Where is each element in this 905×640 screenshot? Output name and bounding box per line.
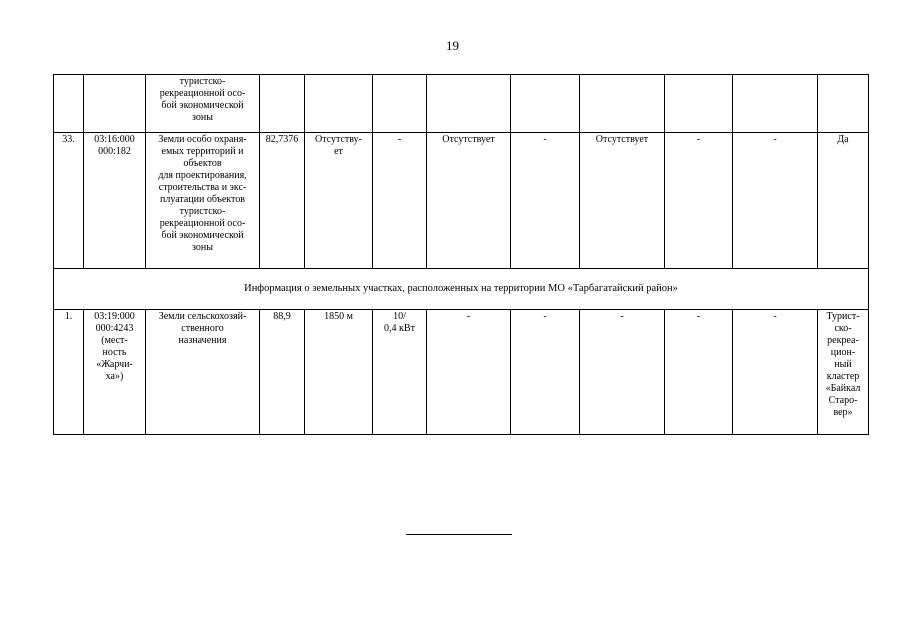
cell-sewer: - bbox=[580, 310, 665, 435]
cell-water: - bbox=[511, 133, 580, 269]
cell-heat: - bbox=[665, 133, 733, 269]
cell-area: 82,7376 bbox=[260, 133, 305, 269]
table-row-33 bbox=[54, 133, 869, 269]
table-section-header-row bbox=[54, 269, 869, 310]
cell-sewer: Отсутствует bbox=[580, 133, 665, 269]
cell-power bbox=[373, 75, 427, 133]
cell-other bbox=[733, 75, 818, 133]
cell-water: - bbox=[511, 310, 580, 435]
cell-cadastral: 03:19:000 000:4243 (мест- ность «Жарчи- ха») bbox=[84, 310, 146, 435]
cell-other: - bbox=[733, 310, 818, 435]
cell-note: Турист- ско- рекреа- цион- ный кластер «Байкал Старо- вер» bbox=[818, 310, 869, 435]
cell-note bbox=[818, 75, 869, 133]
cell-category: туристско- рекреационной осо- бой экономической зоны bbox=[146, 75, 260, 133]
cell-gas: Отсутствует bbox=[427, 133, 511, 269]
cell-other: - bbox=[733, 133, 818, 269]
cell-gas: - bbox=[427, 310, 511, 435]
cell-road bbox=[305, 75, 373, 133]
cell-num: 33. bbox=[54, 133, 84, 269]
land-plots-table bbox=[53, 74, 869, 435]
cell-power: - bbox=[373, 133, 427, 269]
cell-heat bbox=[665, 75, 733, 133]
table-row-continued bbox=[54, 75, 869, 133]
cell-power: 10/ 0,4 кВт bbox=[373, 310, 427, 435]
section-header: Информация о земельных участках, расположенных на территории МО «Тарбагатайский район» bbox=[54, 269, 869, 310]
cell-road: 1850 м bbox=[305, 310, 373, 435]
cell-road: Отсутству- ет bbox=[305, 133, 373, 269]
cell-category: Земли особо охраня- емых территорий и объектов для проектирования, строительства и экс- плуатации объектов туристско- рекреационной осо- бой экономической зоны bbox=[146, 133, 260, 269]
cell-gas bbox=[427, 75, 511, 133]
cell-area: 88,9 bbox=[260, 310, 305, 435]
footnote-divider bbox=[406, 534, 512, 535]
cell-water bbox=[511, 75, 580, 133]
cell-num: 1. bbox=[54, 310, 84, 435]
cell-area bbox=[260, 75, 305, 133]
page-number: 19 bbox=[446, 38, 459, 53]
cell-heat: - bbox=[665, 310, 733, 435]
cell-cadastral bbox=[84, 75, 146, 133]
cell-cadastral: 03:16:000 000:182 bbox=[84, 133, 146, 269]
cell-num bbox=[54, 75, 84, 133]
cell-category: Земли сельскохозяй- ственного назначения bbox=[146, 310, 260, 435]
cell-sewer bbox=[580, 75, 665, 133]
table-row-1 bbox=[54, 310, 869, 435]
cell-note: Да bbox=[818, 133, 869, 269]
